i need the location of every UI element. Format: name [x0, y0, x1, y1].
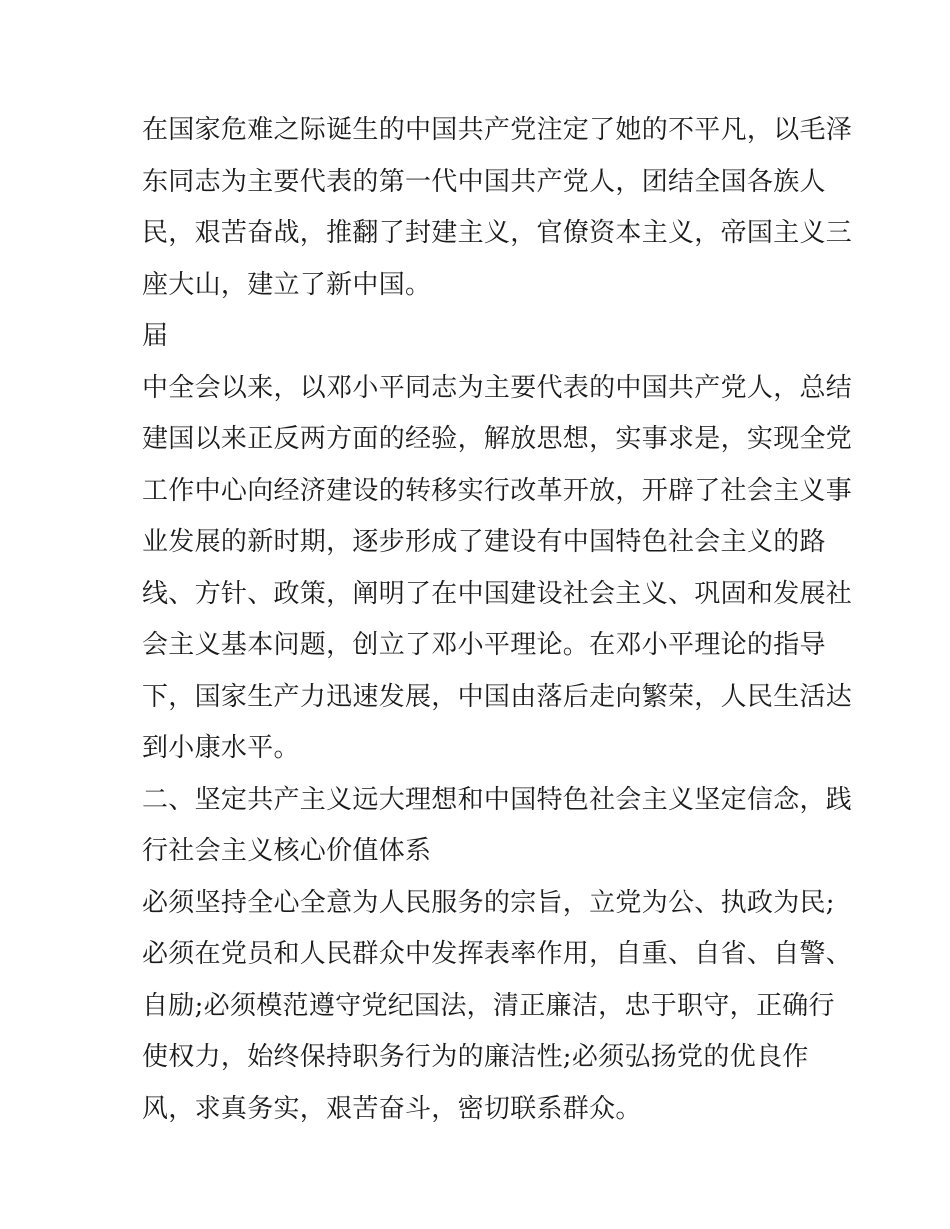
- text-line: 东同志为主要代表的第一代中国共产党人，团结全国各族人: [142, 166, 826, 197]
- text-line: 民，艰苦奋战，推翻了封建主义，官僚资本主义，帝国主义三: [142, 218, 853, 248]
- text-line: 下，国家生产力迅速发展，中国由落后走向繁荣，人民生活达: [142, 681, 853, 712]
- text-line: 自励;必须模范遵守党纪国法，清正廉洁，忠于职守，正确行: [142, 990, 835, 1021]
- text-line: 会主义基本问题，创立了邓小平理论。在邓小平理论的指导: [142, 630, 826, 660]
- section-heading-line: 二、坚定共产主义远大理想和中国特色社会主义坚定信念，践: [142, 784, 853, 815]
- text-line: 中全会以来，以邓小平同志为主要代表的中国共产党人，总结: [142, 372, 853, 403]
- text-line: 建国以来正反两方面的经验，解放思想，实事求是，实现全党: [142, 424, 853, 454]
- text-line: 到小康水平。: [142, 733, 300, 763]
- text-line: 必须坚持全心全意为人民服务的宗旨，立党为公、执政为民;: [142, 887, 835, 918]
- text-line: 在国家危难之际诞生的中国共产党注定了她的不平凡，以毛泽: [142, 115, 853, 145]
- text-line: 线、方针、政策，阐明了在中国建设社会主义、巩固和发展社: [142, 578, 853, 609]
- text-line: 届: [142, 321, 169, 351]
- text-line: 业发展的新时期，逐步形成了建设有中国特色社会主义的路: [142, 527, 826, 557]
- text-line: 工作中心向经济建设的转移实行改革开放，开辟了社会主义事: [142, 475, 853, 506]
- section-heading-line: 行社会主义核心价值体系: [142, 836, 432, 866]
- text-line: 风，求真务实，艰苦奋斗，密切联系群众。: [142, 1093, 642, 1124]
- text-line: 使权力，始终保持职务行为的廉洁性;必须弘扬党的优良作: [142, 1042, 809, 1072]
- text-line: 必须在党员和人民群众中发挥表率作用，自重、自省、自警、: [142, 939, 853, 969]
- text-line: 座大山，建立了新中国。: [142, 269, 432, 300]
- body-text: [142, 107, 853, 1137]
